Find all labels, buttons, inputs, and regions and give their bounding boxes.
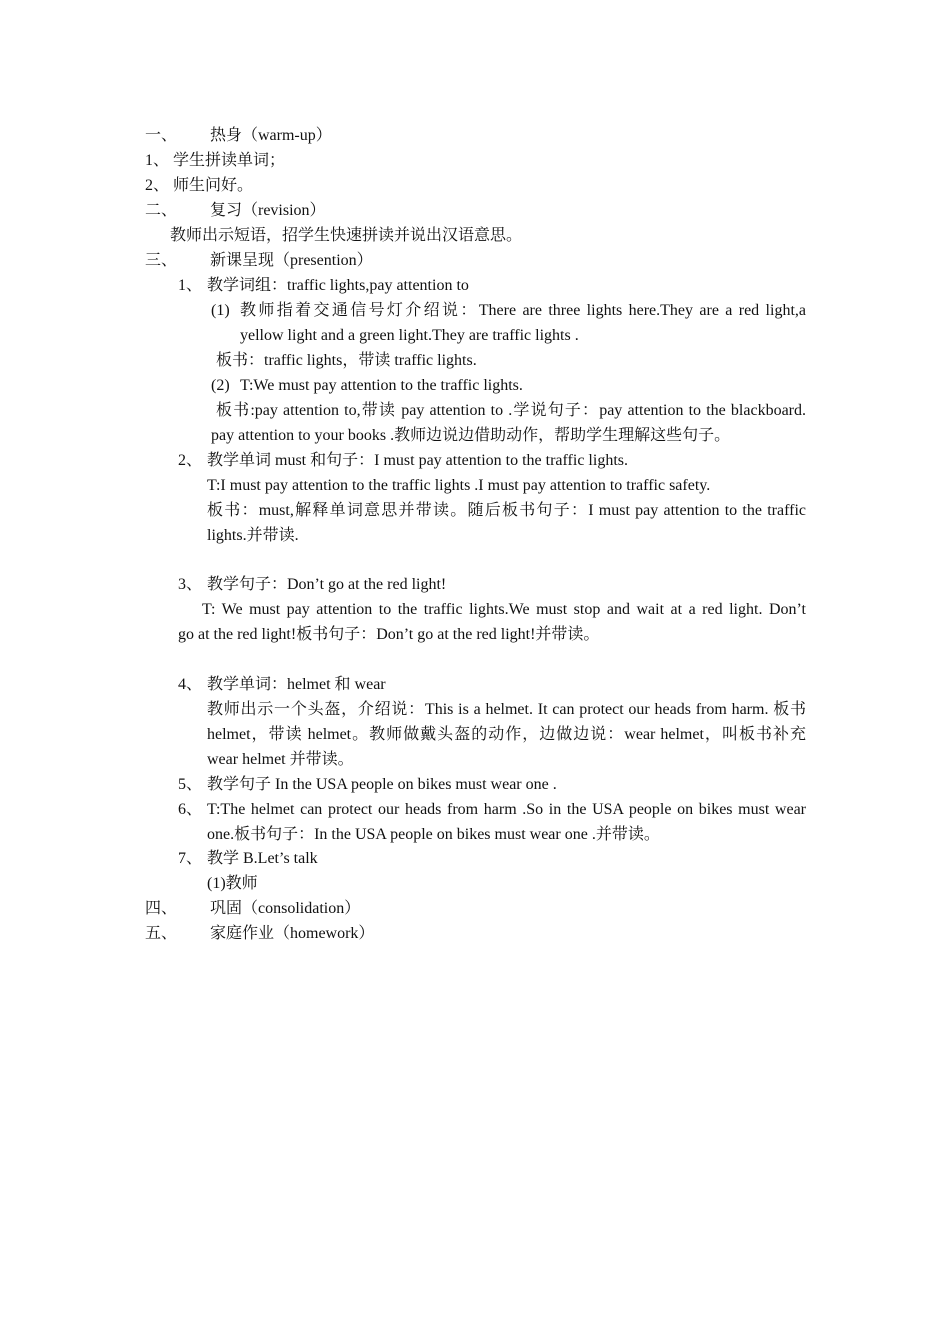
section-number: 三、	[145, 252, 178, 269]
list-number: 7、	[178, 850, 203, 867]
item-heading: 教学词组：traffic lights,pay attention to	[207, 277, 469, 294]
list-number: 1、	[178, 277, 203, 294]
section-number: 一、	[145, 127, 178, 144]
item-heading: 教学句子 In the USA people on bikes must wear one .	[207, 776, 557, 793]
item-heading: 教学句子：Don’t go at the red light!	[207, 576, 447, 593]
board-note: 板书:pay attention to,带读 pay attention to .学说句子：pay attention to the blackboard.	[216, 402, 806, 419]
section-heading: 新课呈现（presention）	[210, 252, 373, 269]
paragraph-line: one.板书句子：In the USA people on bikes must wear one .并带读。	[207, 826, 660, 843]
list-item: 学生拼读单词；	[173, 152, 286, 169]
paragraph-line: 教师出示一个头盔，介绍说：This is a helmet. It can protect our heads from harm. 板书	[207, 701, 806, 718]
section-number: 五、	[145, 925, 178, 942]
list-number: 1、	[145, 152, 170, 169]
item-heading: 教学 B.Let’s talk	[207, 850, 318, 867]
section-heading: 热身（warm-up）	[210, 127, 332, 144]
paragraph-line: T:We must pay attention to the traffic lights.	[240, 377, 523, 394]
paragraph-line: lights.并带读.	[207, 527, 299, 544]
board-note: 板书：traffic lights，带读 traffic lights.	[216, 352, 477, 369]
paragraph-line: T:The helmet can protect our heads from harm .So in the USA people on bikes must wear	[207, 801, 806, 818]
list-number: 2、	[145, 177, 170, 194]
list-item: 师生问好。	[173, 177, 254, 194]
section-heading: 家庭作业（homework）	[210, 925, 375, 942]
paragraph-line: 教师指着交通信号灯介绍说：There are three lights here.They are a red light,a	[240, 302, 806, 319]
section-heading: 巩固（consolidation）	[210, 900, 361, 917]
paragraph-line: T:I must pay attention to the traffic lights .I must pay attention to traffic safety.	[207, 477, 711, 494]
list-number: 5、	[178, 776, 203, 793]
sub-number: (2)	[211, 377, 230, 394]
section-heading: 复习（revision）	[210, 202, 326, 219]
list-number: 6、	[178, 801, 203, 818]
list-number: 3、	[178, 576, 203, 593]
paragraph-line: wear helmet 并带读。	[207, 751, 354, 768]
sub-number: (1)	[211, 302, 230, 319]
section-number: 二、	[145, 202, 178, 219]
paragraph-line: (1)教师	[207, 875, 258, 892]
item-heading: 教学单词 must 和句子：I must pay attention to the traffic lights.	[207, 452, 628, 469]
paragraph-line: helmet，带读 helmet。教师做戴头盔的动作，边做边说：wear helmet，叫板书补充	[207, 726, 806, 743]
paragraph-line: T: We must pay attention to the traffic lights.We must stop and wait at a red light. Don’t	[202, 601, 806, 618]
paragraph-line: 板书：must,解释单词意思并带读。随后板书句子：I must pay attention to the traffic	[207, 502, 806, 519]
list-number: 4、	[178, 676, 203, 693]
list-number: 2、	[178, 452, 203, 469]
paragraph-line: yellow light and a green light.They are traffic lights .	[240, 327, 579, 344]
paragraph-line: pay attention to your books .教师边说边借助动作，帮助学生理解这些句子。	[211, 427, 731, 444]
paragraph-line: go at the red light!板书句子：Don’t go at the red light!并带读。	[178, 626, 600, 643]
section-number: 四、	[145, 900, 178, 917]
item-heading: 教学单词：helmet 和 wear	[207, 676, 386, 693]
paragraph: 教师出示短语，招学生快速拼读并说出汉语意思。	[170, 227, 523, 244]
